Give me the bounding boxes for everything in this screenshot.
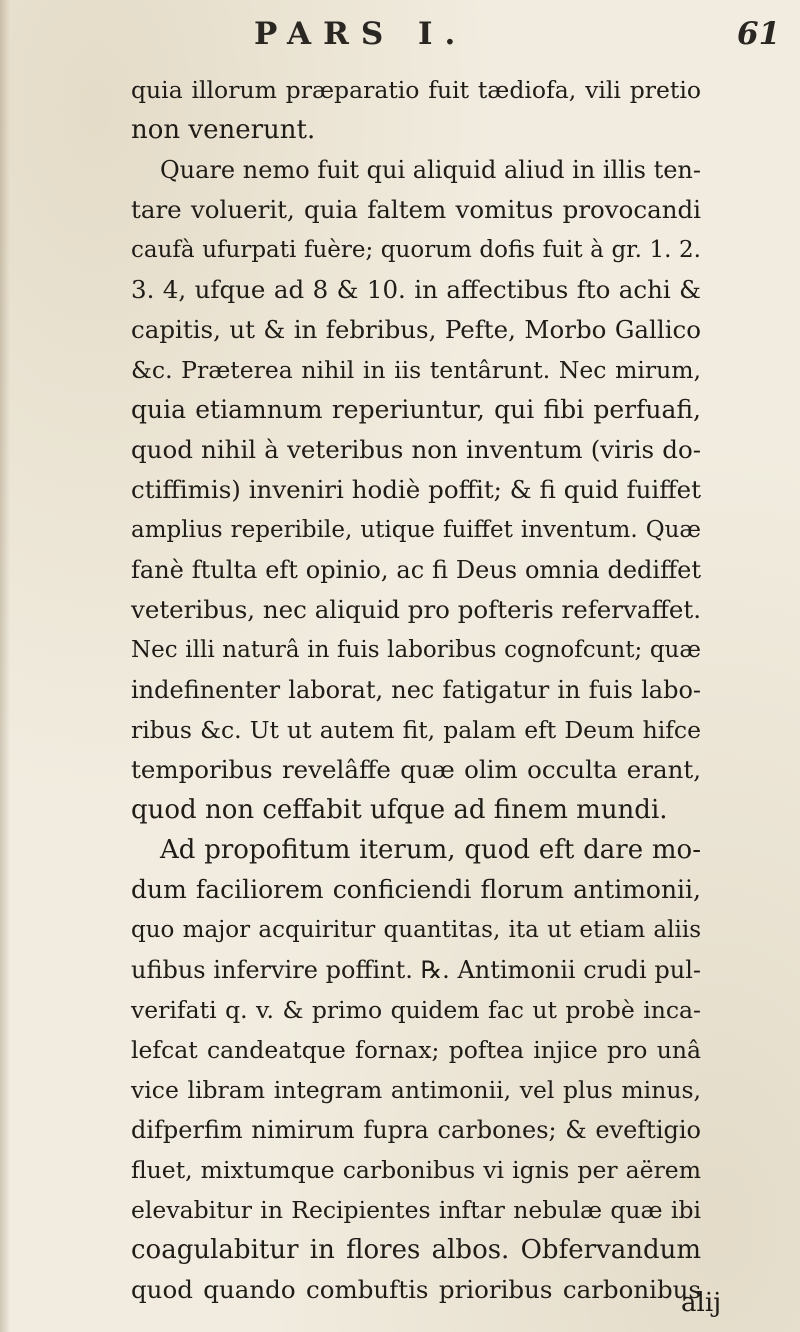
text-line: capitis, ut & in febribus, Pefte, Morbo Gallico	[131, 315, 701, 344]
text-line: difperfim nimirum fupra carbones; & eveftigio	[131, 1116, 701, 1144]
text-line: quo major acquiritur quantitas, ita ut etiam aliis	[131, 917, 701, 943]
page-number: 61	[737, 16, 781, 52]
text-line: fluet, mixtumque carbonibus vi ignis per aërem	[131, 1156, 701, 1184]
text-line: 3. 4, ufque ad 8 & 10. in affectibus fto achi &	[131, 275, 701, 304]
text-line: ctiffimis) inveniri hodiè poffit; & fi quid fuiffet	[131, 475, 701, 504]
text-line: non venerunt.	[131, 115, 316, 145]
text-line: veteribus, nec aliquid pro pofteris refervaffet.	[131, 595, 701, 624]
text-line: Quare nemo fuit qui aliquid aliud in illis ten-	[160, 156, 701, 184]
page-gutter-shadow	[0, 0, 10, 1332]
text-line: quod non ceffabit ufque ad finem mundi.	[131, 795, 668, 825]
text-line: quod nihil à veteribus non inventum (viris do-	[131, 435, 701, 464]
text-line: quia illorum præparatio fuit tædiofa, vili pretio	[131, 76, 701, 104]
catchword: alij	[681, 1288, 722, 1318]
text-line: Ad propofitum iterum, quod eft dare mo-	[160, 835, 701, 865]
text-line: indefinenter laborat, nec fatigatur in fuis labo-	[131, 676, 701, 704]
text-line: ufibus infervire poffint. ℞. Antimonii crudi pul-	[131, 956, 701, 984]
text-line: temporibus revelâffe quæ olim occulta erant,	[131, 755, 701, 784]
text-line: vice libram integram antimonii, vel plus minus,	[131, 1076, 701, 1104]
text-line: Nec illi naturâ in fuis laboribus cognofcunt; quæ	[131, 637, 701, 663]
page-header	[0, 16, 800, 64]
text-line: fanè ftulta eft opinio, ac fi Deus omnia dediffet	[131, 556, 701, 584]
text-line: quia etiamnum reperiuntur, qui fibi perfuafi,	[131, 395, 701, 424]
text-line: elevabitur in Recipientes inftar nebulæ quæ ibi	[131, 1196, 701, 1224]
text-line: amplius reperibile, utique fuiffet inventum. Quæ	[131, 517, 701, 543]
text-line: lefcat candeatque fornax; poftea injice pro unâ	[131, 1036, 701, 1064]
text-line: &c. Præterea nihil in iis tentârunt. Nec mirum,	[131, 356, 701, 384]
text-line: verifati q. v. & primo quidem fac ut probè inca-	[131, 996, 701, 1024]
text-line: quod quando combuftis prioribus carbonibus	[131, 1275, 701, 1304]
text-line: tare voluerit, quia faltem vomitus provocandi	[131, 195, 701, 224]
text-line: caufà ufurpati fuère; quorum dofis fuit à gr. 1. 2.	[131, 237, 701, 263]
text-line: dum faciliorem conficiendi florum antimonii,	[131, 875, 701, 904]
text-line: coagulabitur in flores albos. Obfervandum	[131, 1235, 701, 1265]
running-head: PARS I.	[254, 16, 468, 52]
text-line: ribus &c. Ut ut autem fit, palam eft Deum hifce	[131, 716, 701, 744]
